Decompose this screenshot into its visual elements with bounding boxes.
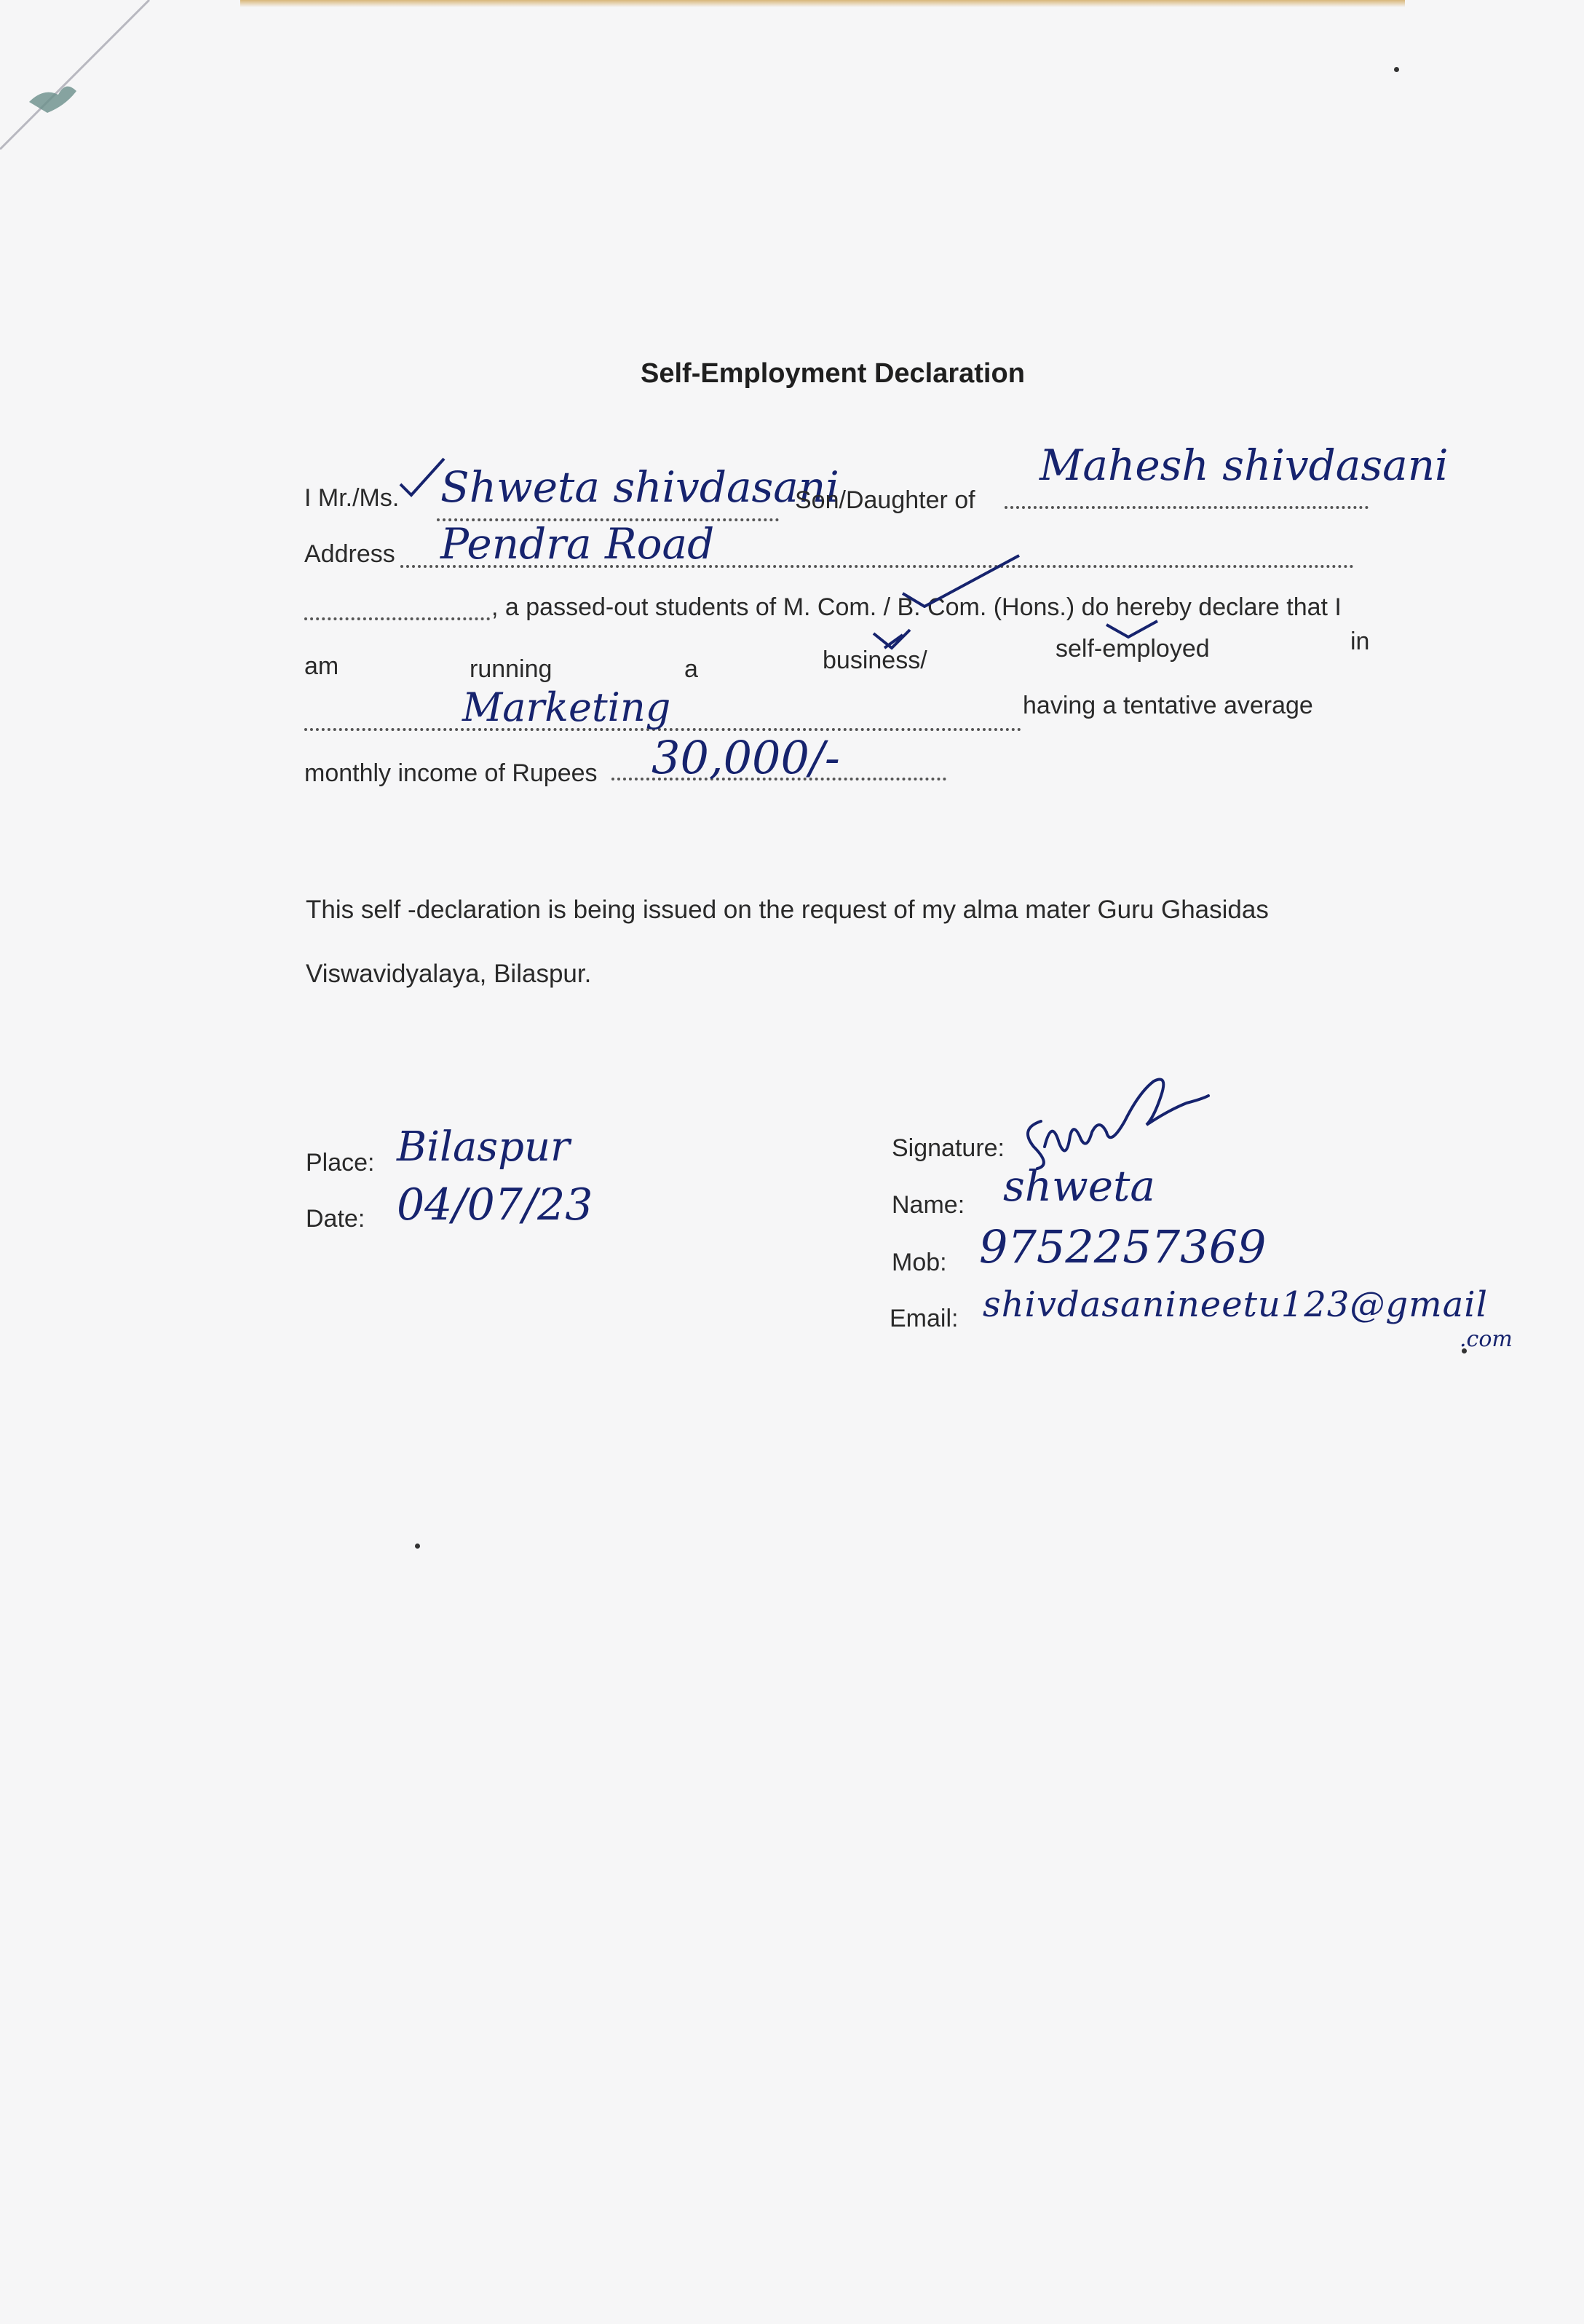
- filled-income: 30,000/-: [652, 731, 840, 784]
- running-label: running: [470, 655, 553, 683]
- filled-address: Pendra Road: [440, 519, 715, 569]
- statement-line-1: This self -declaration is being issued on the request of my alma mater Guru Ghasidas: [306, 896, 1269, 924]
- signature-label: Signature:: [892, 1134, 1005, 1162]
- prefix-label: I Mr./Ms.: [304, 484, 400, 512]
- am-label: am: [304, 652, 339, 680]
- email-label: Email:: [890, 1305, 959, 1332]
- income-label: monthly income of Rupees: [304, 759, 598, 787]
- father-dotted-line: [1005, 506, 1369, 509]
- date-value: 04/07/23: [397, 1179, 593, 1230]
- name-value: shweta: [1003, 1161, 1155, 1211]
- mob-label: Mob:: [892, 1249, 947, 1276]
- cross-mark-icon: [870, 626, 914, 655]
- speck: [415, 1544, 420, 1549]
- filled-father-name: Mahesh shivdasani: [1040, 440, 1449, 490]
- tick-mark-icon: [899, 550, 1023, 608]
- document-title: Self-Employment Declaration: [641, 358, 1025, 389]
- business-label: business/: [823, 647, 927, 674]
- having-average-label: having a tentative average: [1023, 692, 1313, 719]
- date-label: Date:: [306, 1205, 365, 1233]
- address-continuation-line: [304, 617, 490, 620]
- self-employed-label: self-employed: [1056, 635, 1210, 663]
- name-label: Name:: [892, 1191, 965, 1219]
- filled-name: Shweta shivdasani: [440, 462, 839, 512]
- page-edge-shadow: [240, 0, 1405, 7]
- a-label: a: [684, 655, 698, 683]
- handwritten-signature: [1019, 1078, 1230, 1172]
- son-daughter-label: Son/Daughter of: [795, 486, 975, 514]
- email-suffix: .com: [1460, 1327, 1513, 1352]
- address-label: Address: [304, 540, 395, 568]
- place-label: Place:: [306, 1149, 375, 1177]
- speck: [1394, 67, 1399, 72]
- email-value: shivdasanineetu123@gmail: [983, 1284, 1488, 1325]
- mob-value: 9752257369: [979, 1220, 1267, 1273]
- in-label: in: [1350, 628, 1370, 655]
- statement-line-2: Viswavidyalaya, Bilaspur.: [306, 960, 592, 988]
- corner-fold-mark: [0, 0, 189, 167]
- declaration-line: , a passed-out students of M. Com. / B. Com. (Hons.) do hereby declare that I: [491, 593, 1342, 621]
- filled-field: Marketing: [462, 684, 671, 730]
- place-value: Bilaspur: [397, 1123, 570, 1171]
- tick-mark-icon: [1103, 619, 1161, 641]
